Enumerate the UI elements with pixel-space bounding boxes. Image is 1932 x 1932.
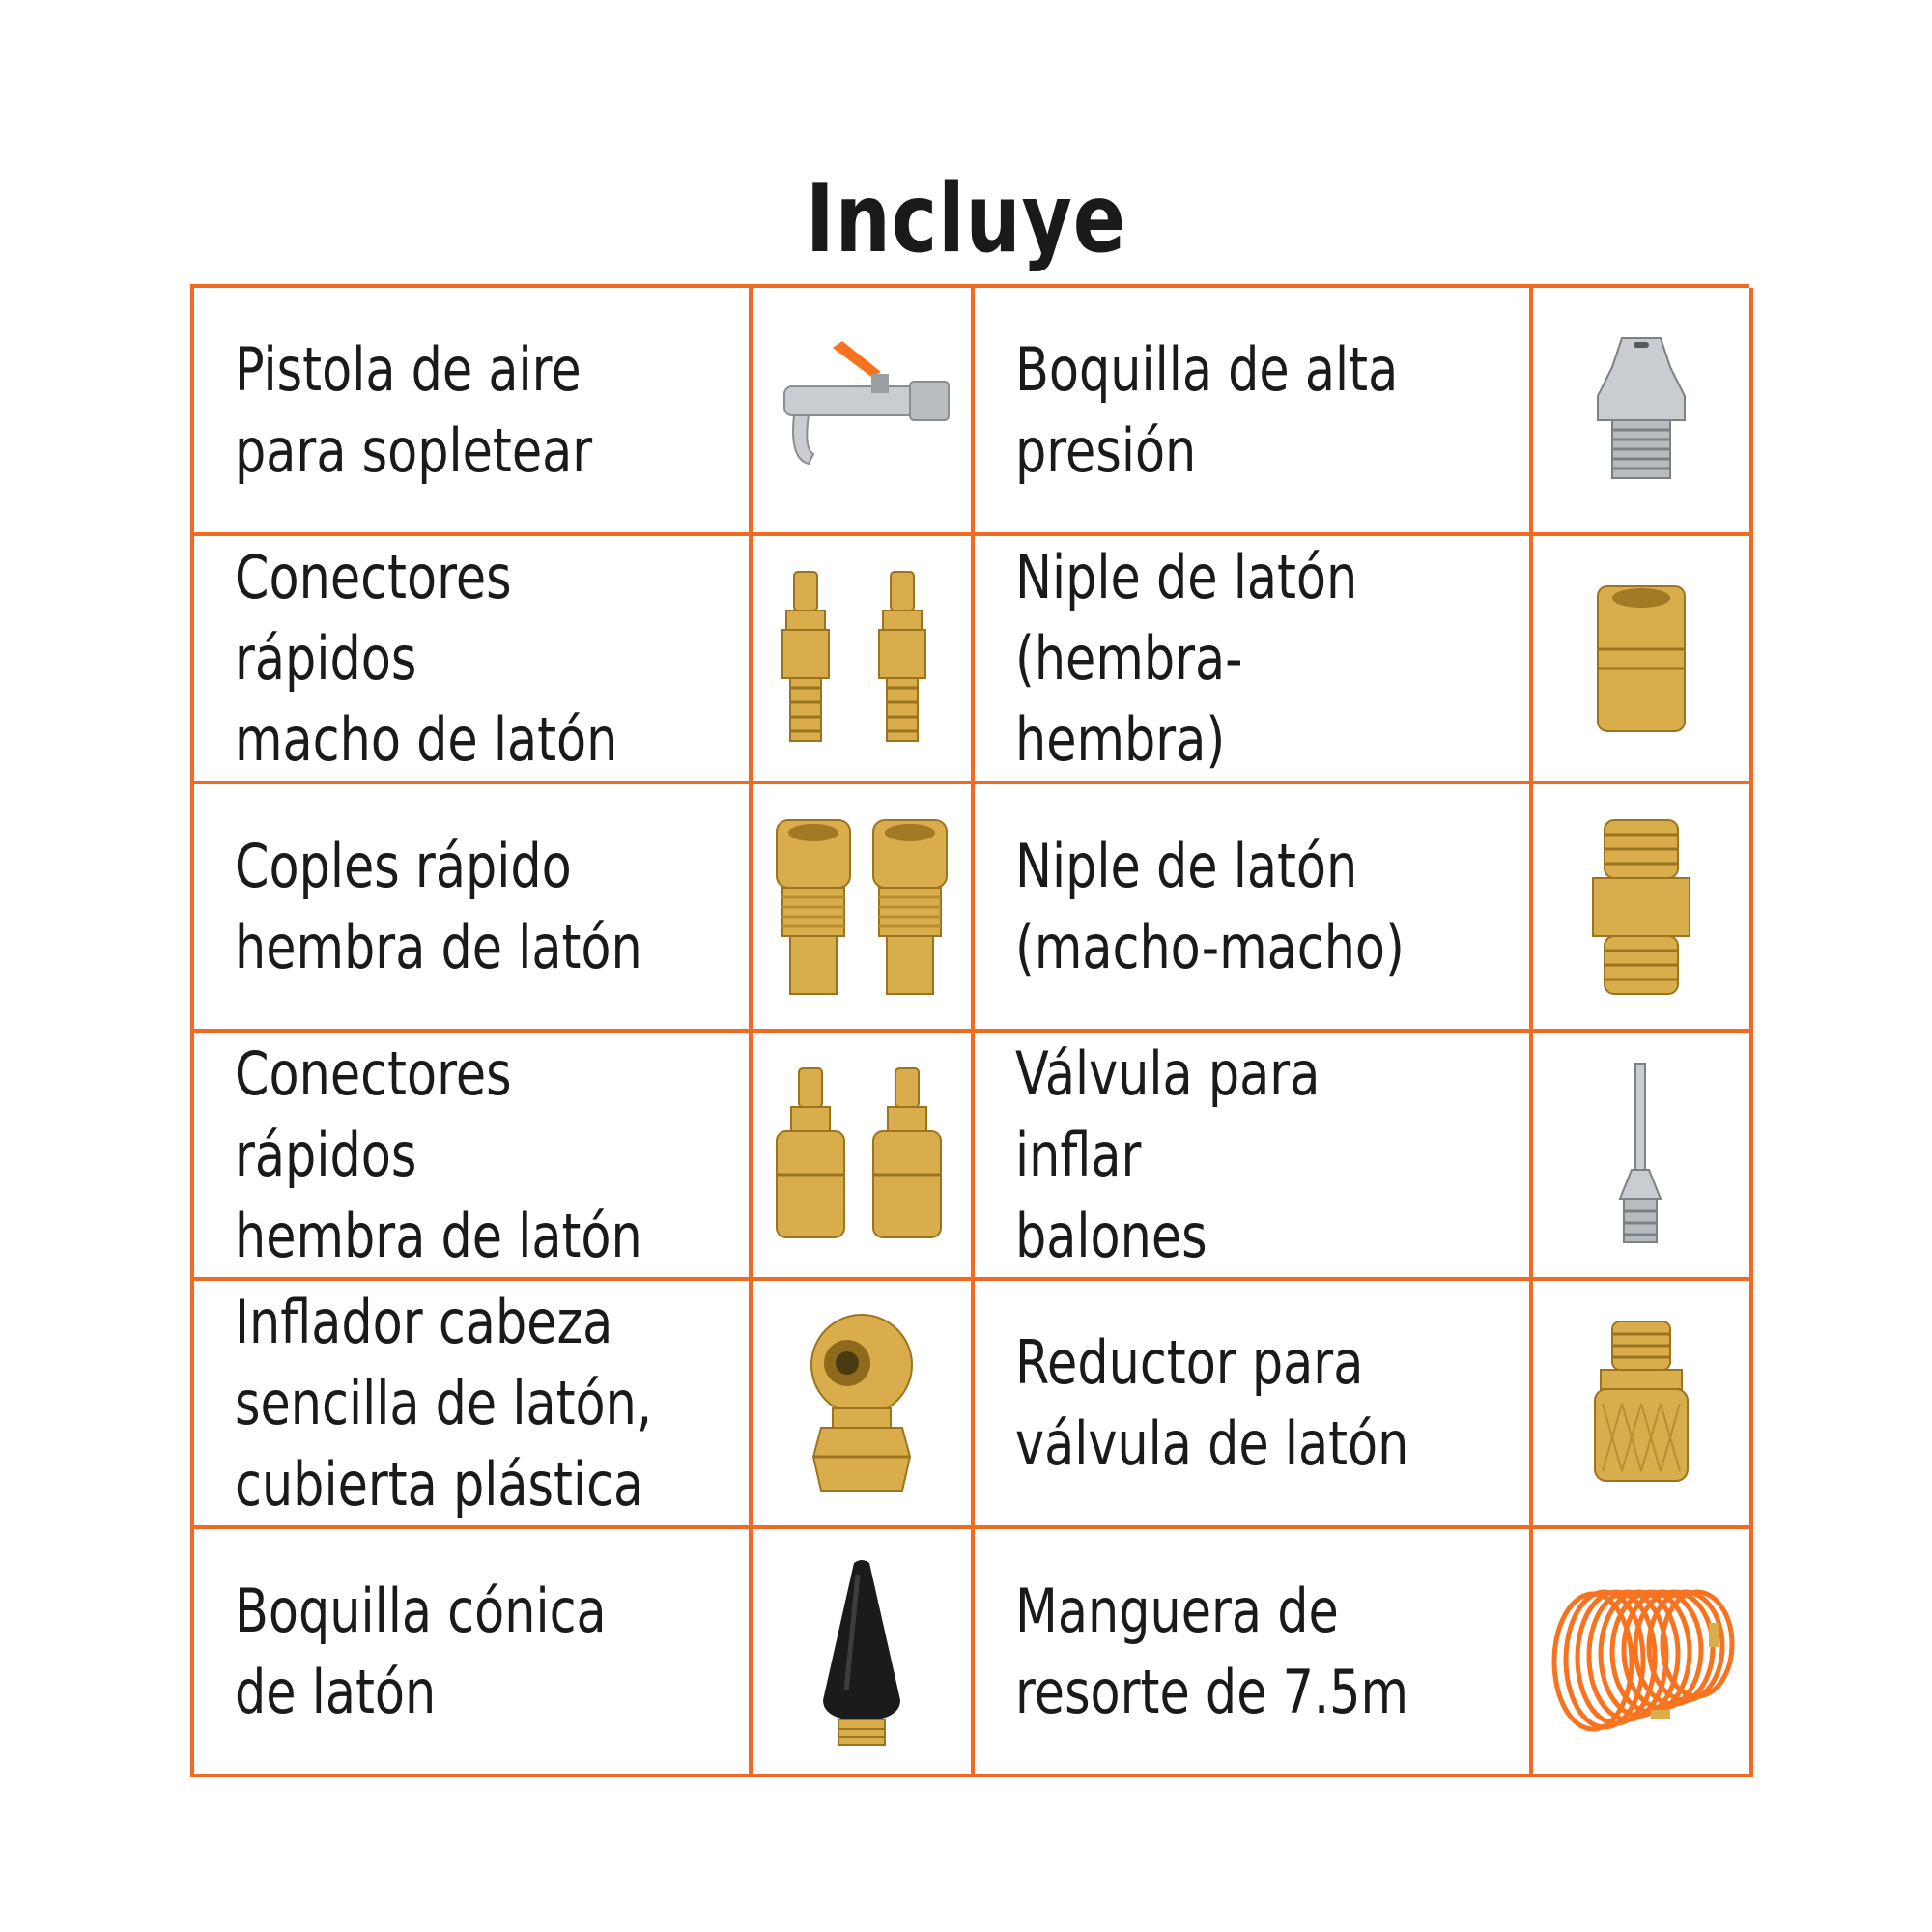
item-label-cell <box>975 1529 1533 1777</box>
item-label-cell <box>194 784 753 1033</box>
item-image-cell <box>1533 1529 1753 1777</box>
item-label: Coples rápido hembra de latón <box>235 830 642 982</box>
item-label-cell <box>194 1281 753 1529</box>
item-label: Boquilla de alta presión <box>1015 333 1399 486</box>
item-image-cell <box>1533 536 1753 784</box>
item-label-cell <box>194 536 753 784</box>
item-image-cell <box>753 1033 975 1281</box>
item-image-cell <box>753 536 975 784</box>
male-quick-connectors-icon <box>765 567 958 751</box>
item-image-cell <box>1533 784 1753 1033</box>
item-label-cell <box>975 784 1533 1033</box>
female-quick-couplers-icon <box>765 815 958 999</box>
item-label-cell <box>194 1033 753 1281</box>
female-quick-connectors-icon <box>765 1064 958 1247</box>
included-items-table <box>190 284 1749 1777</box>
item-label-cell <box>975 288 1533 536</box>
item-label: Reductor para válvula de latón <box>1015 1326 1409 1479</box>
item-label: Niple de latón (macho-macho) <box>1015 830 1405 982</box>
item-image-cell <box>1533 1033 1753 1281</box>
coil-hose-icon <box>1535 1555 1747 1748</box>
item-image-cell <box>753 288 975 536</box>
item-label: Conectores rápidos hembra de latón <box>235 1037 642 1271</box>
valve-reducer-icon <box>1583 1317 1699 1491</box>
high-pressure-nozzle-icon <box>1574 328 1709 493</box>
item-label: Inflador cabeza sencilla de latón, cubierta plástica <box>235 1286 653 1520</box>
ball-inflation-needle-icon <box>1593 1059 1690 1252</box>
item-image-cell <box>753 1529 975 1777</box>
item-image-cell <box>1533 1281 1753 1529</box>
item-label: Manguera de resorte de 7.5m <box>1015 1575 1409 1727</box>
item-label-cell <box>194 1529 753 1777</box>
item-label: Pistola de aire para sopletear <box>235 333 593 486</box>
item-label: Válvula para inflar balones <box>1015 1037 1321 1271</box>
tire-chuck-icon <box>794 1307 929 1500</box>
item-label-cell <box>975 1281 1533 1529</box>
item-label: Conectores rápidos macho de latón <box>235 541 618 775</box>
conical-nozzle-icon <box>804 1555 920 1748</box>
item-label: Niple de latón (hembra-hembra) <box>1015 541 1358 775</box>
page-title: Incluye <box>805 164 1127 274</box>
item-label-cell <box>975 536 1533 784</box>
air-blow-gun-icon <box>765 333 958 488</box>
item-label: Boquilla cónica de latón <box>235 1575 607 1727</box>
item-image-cell <box>1533 288 1753 536</box>
item-label-cell <box>975 1033 1533 1281</box>
male-male-nipple-icon <box>1583 815 1699 999</box>
female-female-nipple-icon <box>1583 577 1699 741</box>
item-label-cell <box>194 288 753 536</box>
item-image-cell <box>753 1281 975 1529</box>
item-image-cell <box>753 784 975 1033</box>
